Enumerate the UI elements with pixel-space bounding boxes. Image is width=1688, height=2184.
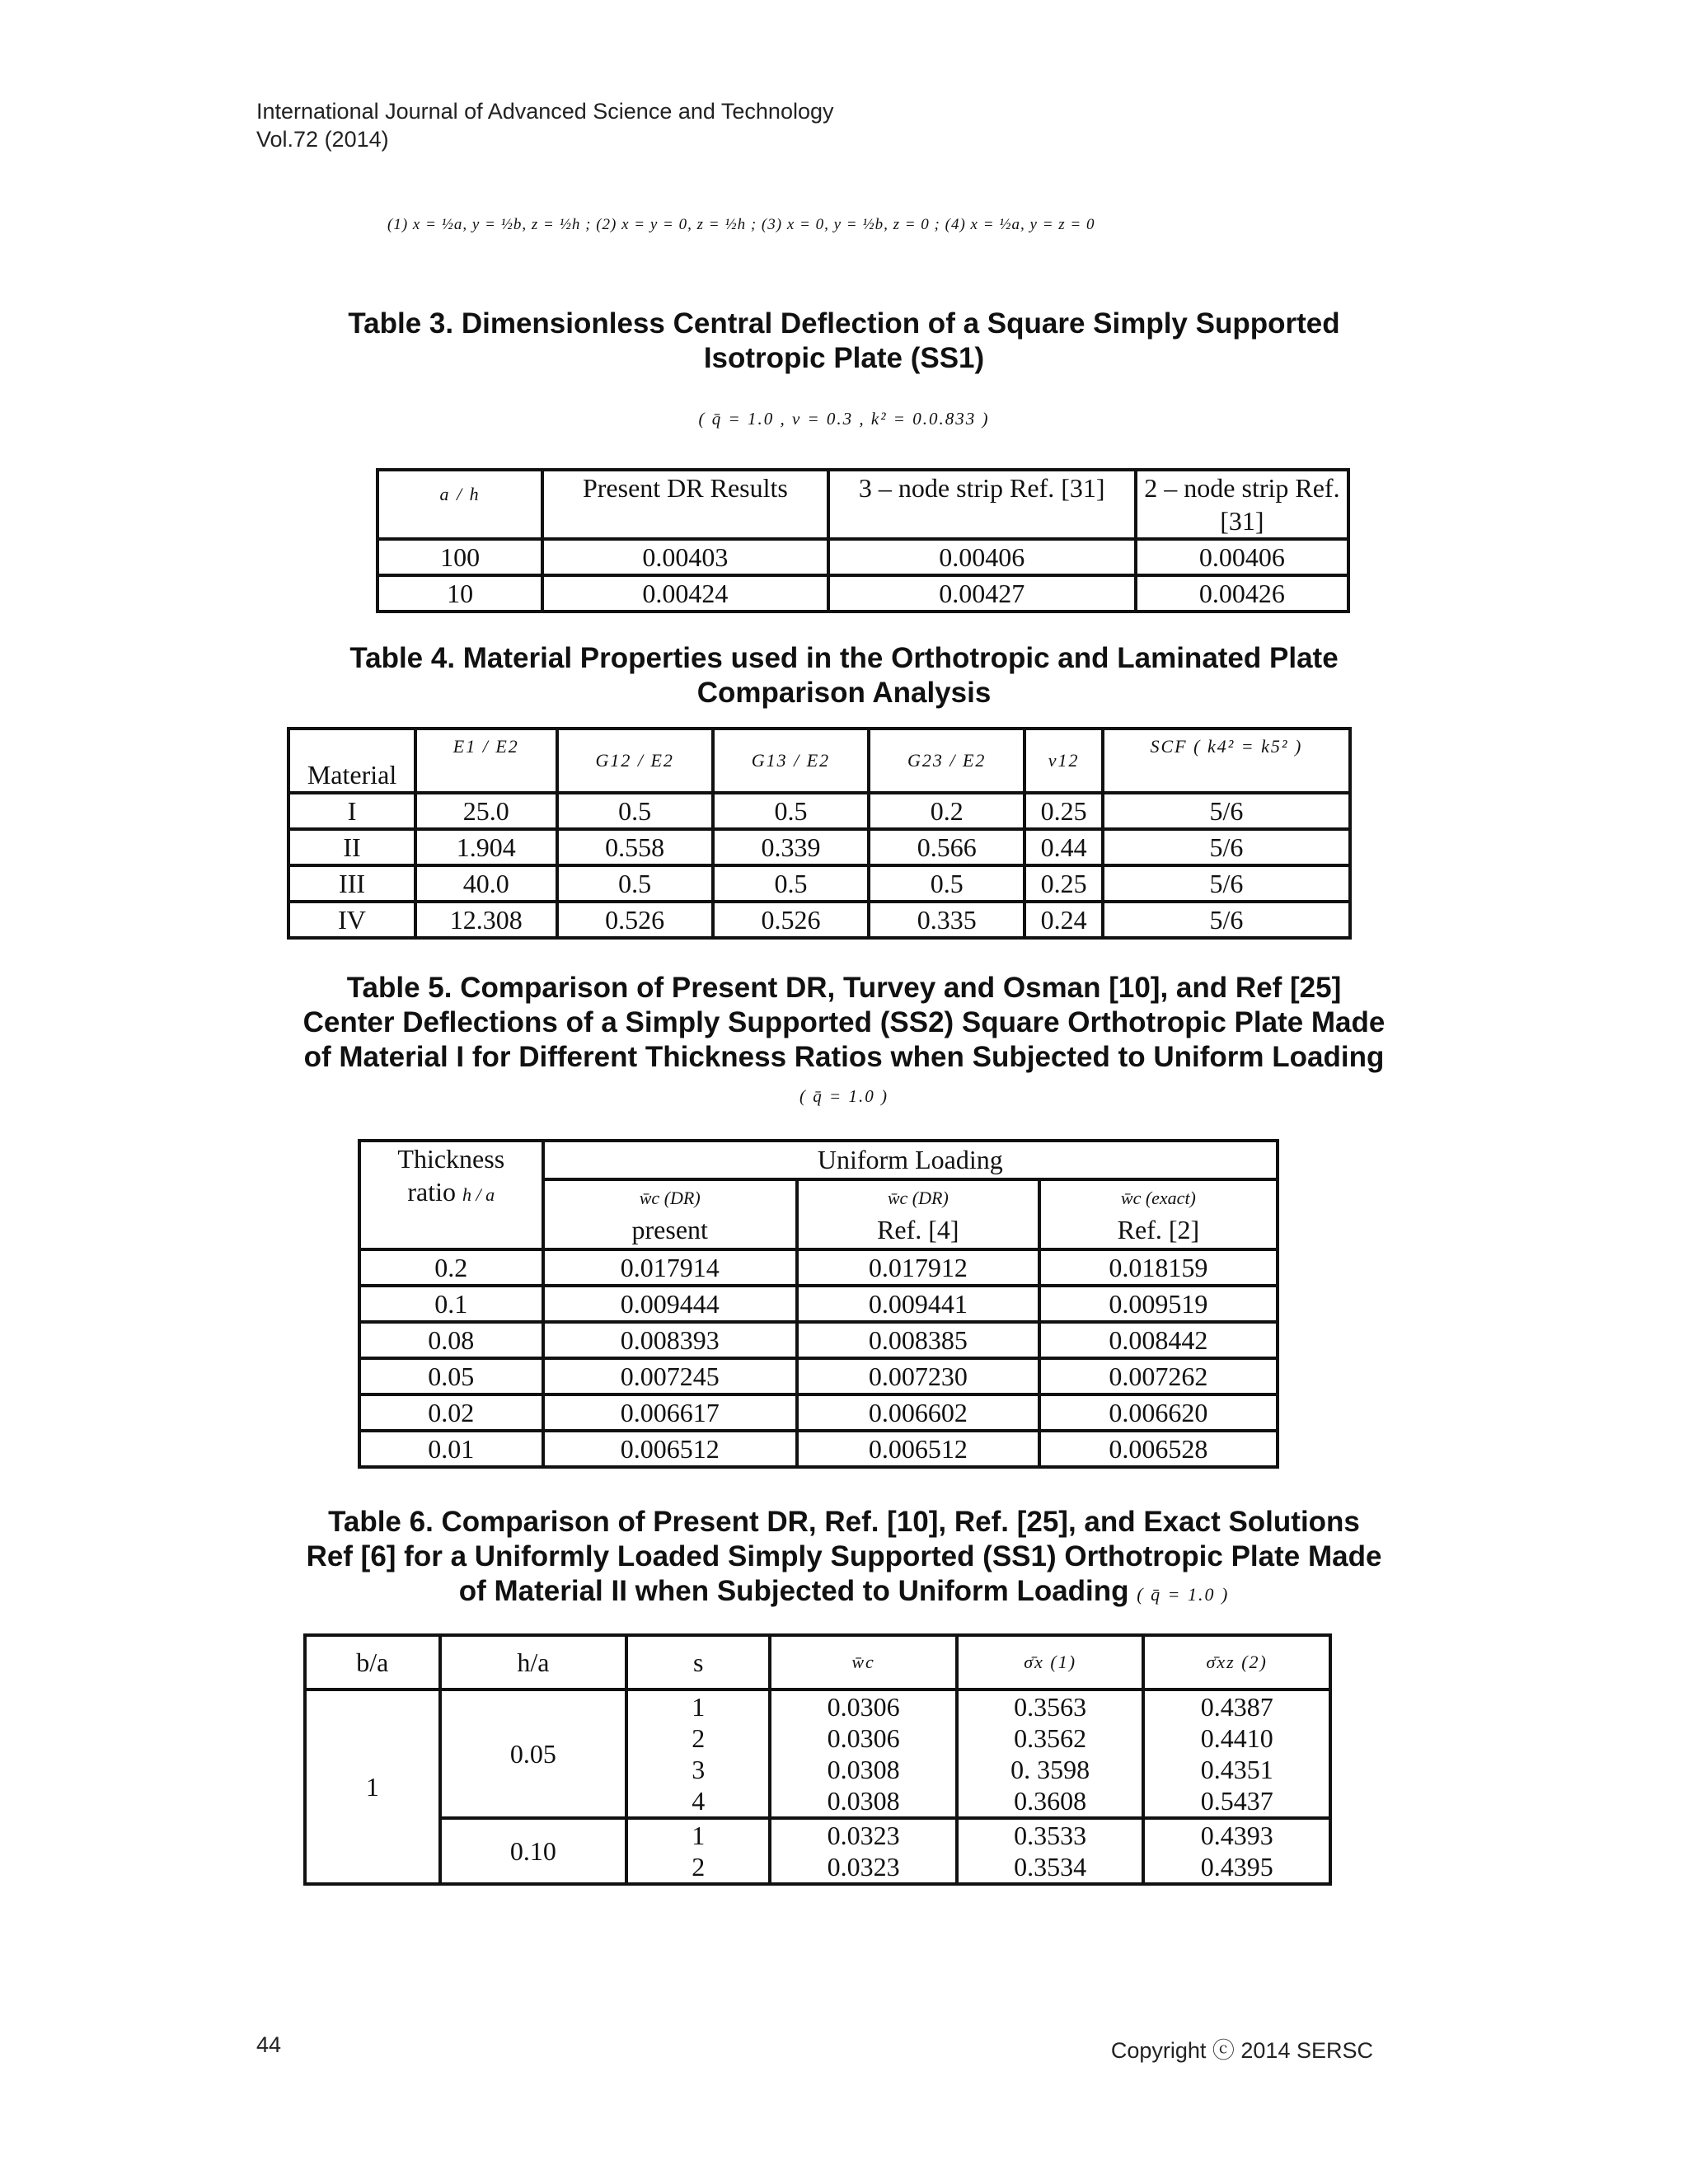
table-cell: 0.05 bbox=[359, 1358, 543, 1394]
table-cell-sxz bbox=[1143, 1690, 1330, 1818]
table-cell-s bbox=[626, 1690, 770, 1818]
table6-header-s: s bbox=[626, 1635, 770, 1690]
table-value: 0.0323 bbox=[827, 1852, 900, 1882]
table-cell: II bbox=[288, 829, 415, 865]
table4-header-material: Material bbox=[288, 729, 415, 793]
table-cell: 0.009519 bbox=[1039, 1286, 1278, 1322]
table-cell: 0.009444 bbox=[543, 1286, 797, 1322]
table-cell: 0.2 bbox=[869, 793, 1025, 829]
spacer bbox=[366, 1212, 537, 1248]
table5-label-ref4: Ref. [4] bbox=[877, 1215, 959, 1245]
table-cell: 10 bbox=[377, 575, 542, 612]
table-cell: 0.526 bbox=[557, 902, 713, 938]
table-cell: 0.017914 bbox=[543, 1249, 797, 1286]
table-cell: 0.1 bbox=[359, 1286, 543, 1322]
journal-title: International Journal of Advanced Science and Technology bbox=[256, 99, 834, 124]
table6 bbox=[303, 1633, 1332, 1886]
table5-header-thickness bbox=[359, 1141, 543, 1249]
table-value: 0.3562 bbox=[1014, 1723, 1087, 1753]
table5-header-present bbox=[543, 1179, 797, 1249]
table4-header-g23e2: G23 / E2 bbox=[869, 729, 1025, 793]
table5-header-ratio: ratio bbox=[407, 1177, 457, 1207]
table4-header-nu12: ν12 bbox=[1025, 729, 1103, 793]
table-cell-ha: 0.05 bbox=[440, 1690, 627, 1818]
table-value: 0.0308 bbox=[827, 1786, 900, 1816]
table6-header-sigma-x: σ̄x (1) bbox=[957, 1635, 1144, 1690]
table-row bbox=[288, 902, 1350, 938]
table-value: 0.4387 bbox=[1200, 1692, 1273, 1722]
table-cell-wc bbox=[770, 1818, 957, 1884]
table-cell: I bbox=[288, 793, 415, 829]
table5 bbox=[358, 1139, 1279, 1469]
table6-caption-line1: Table 6. Comparison of Present DR, Ref. [10], Ref. [25], and Exact Solutions bbox=[328, 1506, 1360, 1538]
table-cell: 0.006512 bbox=[543, 1431, 797, 1467]
table-cell: 0.009441 bbox=[797, 1286, 1039, 1322]
table5-label-ref2: Ref. [2] bbox=[1117, 1215, 1200, 1245]
table-cell: 0.017912 bbox=[797, 1249, 1039, 1286]
table6-header-sigma-xz: σ̄xz (2) bbox=[1143, 1635, 1330, 1690]
table-value: 0.5437 bbox=[1200, 1786, 1273, 1816]
boundary-coordinates-equation: (1) x = ½a, y = ½b, z = ½h ; (2) x = y = 0, z = ½h ; (3) x = 0, y = ½b, z = 0 ; (4) x = ½a, y = z = 0 bbox=[387, 216, 1095, 233]
table-cell-ha: 0.10 bbox=[440, 1818, 627, 1884]
table3-header-2node: 2 – node strip Ref. [31] bbox=[1136, 470, 1348, 539]
table-cell: 0.00426 bbox=[1136, 575, 1348, 612]
table-cell: 0.007262 bbox=[1039, 1358, 1278, 1394]
table-value: 0.4393 bbox=[1200, 1821, 1273, 1850]
table-value: 1 bbox=[692, 1821, 706, 1850]
table-cell: 0.00403 bbox=[542, 539, 828, 575]
table3-header-ah: a / h bbox=[377, 470, 542, 539]
table5-header-thickness-line2 bbox=[366, 1175, 537, 1212]
table3-caption-line2: Isotropic Plate (SS1) bbox=[703, 342, 985, 374]
table5-sym-present: w̄c (DR) bbox=[639, 1188, 701, 1209]
table-cell: 25.0 bbox=[415, 793, 557, 829]
table-cell: 0.558 bbox=[557, 829, 713, 865]
table3-header-3node: 3 – node strip Ref. [31] bbox=[828, 470, 1136, 539]
table-row bbox=[359, 1286, 1278, 1322]
table-row bbox=[377, 575, 1348, 612]
table-cell: 5/6 bbox=[1103, 793, 1350, 829]
table-value: 0.3533 bbox=[1014, 1821, 1087, 1850]
table-cell-sx bbox=[957, 1690, 1144, 1818]
table5-header-uniform-loading: Uniform Loading bbox=[543, 1141, 1278, 1179]
table3-header-present: Present DR Results bbox=[542, 470, 828, 539]
table-row bbox=[305, 1690, 1330, 1818]
table-row bbox=[359, 1431, 1278, 1467]
journal-volume: Vol.72 (2014) bbox=[256, 127, 389, 152]
table6-header-ha: h/a bbox=[440, 1635, 627, 1690]
table3-caption-line1: Table 3. Dimensionless Central Deflection of a Square Simply Supported bbox=[348, 307, 1340, 340]
table-cell: 5/6 bbox=[1103, 902, 1350, 938]
table-cell: 0.339 bbox=[713, 829, 869, 865]
table6-caption-line3: of Material II when Subjected to Uniform Loading bbox=[458, 1575, 1129, 1607]
table5-header-thickness-line1: Thickness bbox=[397, 1144, 505, 1174]
table-cell-sxz bbox=[1143, 1818, 1330, 1884]
table-header-row bbox=[305, 1635, 1330, 1690]
table-cell: 5/6 bbox=[1103, 829, 1350, 865]
table-cell: 0.00406 bbox=[828, 539, 1136, 575]
table-cell: 0.566 bbox=[869, 829, 1025, 865]
table-header-row bbox=[359, 1141, 1278, 1179]
table-value: 0. 3598 bbox=[1010, 1755, 1090, 1784]
table-row bbox=[359, 1249, 1278, 1286]
table-row bbox=[305, 1818, 1330, 1884]
table-row bbox=[288, 829, 1350, 865]
copyright: Copyright ⓒ 2014 SERSC bbox=[1110, 2038, 1373, 2063]
table-value: 3 bbox=[692, 1755, 706, 1784]
table5-header-ref2 bbox=[1039, 1179, 1278, 1249]
table-cell: 40.0 bbox=[415, 865, 557, 902]
table-cell: 0.5 bbox=[713, 865, 869, 902]
table6-header-ba: b/a bbox=[305, 1635, 440, 1690]
table-row bbox=[359, 1322, 1278, 1358]
table6-caption-line2: Ref [6] for a Uniformly Loaded Simply Supported (SS1) Orthotropic Plate Made bbox=[306, 1540, 1382, 1572]
table-value: 0.0306 bbox=[827, 1723, 900, 1753]
table-cell: III bbox=[288, 865, 415, 902]
table-value: 0.4395 bbox=[1200, 1852, 1273, 1882]
table-cell: 0.006512 bbox=[797, 1431, 1039, 1467]
table-cell: 0.44 bbox=[1025, 829, 1103, 865]
table-cell: 0.00427 bbox=[828, 575, 1136, 612]
table-cell: 0.335 bbox=[869, 902, 1025, 938]
table6-caption-line3-wrap bbox=[247, 1574, 1441, 1612]
table5-label-present: present bbox=[631, 1215, 708, 1245]
table6-caption-params: ( q̄ = 1.0 ) bbox=[1137, 1584, 1230, 1605]
table-value: 0.3534 bbox=[1014, 1852, 1087, 1882]
table-cell: 0.008442 bbox=[1039, 1322, 1278, 1358]
table4-caption-line2: Comparison Analysis bbox=[696, 677, 992, 709]
table4-header-scf: SCF ( k4² = k5² ) bbox=[1103, 729, 1350, 793]
table-cell: 0.006620 bbox=[1039, 1394, 1278, 1431]
table-cell: 0.25 bbox=[1025, 793, 1103, 829]
table-row bbox=[288, 865, 1350, 902]
table-cell: 0.008385 bbox=[797, 1322, 1039, 1358]
table4-header-g12e2: G12 / E2 bbox=[557, 729, 713, 793]
table5-caption-line3: of Material I for Different Thickness Ratios when Subjected to Uniform Loading bbox=[303, 1041, 1385, 1073]
table-cell: 0.5 bbox=[869, 865, 1025, 902]
table-cell: 0.08 bbox=[359, 1322, 543, 1358]
table-cell: 100 bbox=[377, 539, 542, 575]
table5-sym-ref4: w̄c (DR) bbox=[887, 1188, 949, 1209]
table5-header-ref4 bbox=[797, 1179, 1039, 1249]
table3 bbox=[376, 468, 1350, 613]
table-cell: 0.02 bbox=[359, 1394, 543, 1431]
table-cell-ba: 1 bbox=[305, 1690, 440, 1884]
table-row bbox=[359, 1394, 1278, 1431]
table-value: 0.4351 bbox=[1200, 1755, 1273, 1784]
table-cell: 0.24 bbox=[1025, 902, 1103, 938]
table-cell: 0.00406 bbox=[1136, 539, 1348, 575]
table5-header-ha: h / a bbox=[462, 1184, 495, 1205]
table3-parameters: ( q̄ = 1.0 , ν = 0.3 , k² = 0.0.833 ) bbox=[698, 409, 990, 429]
table5-caption-line2: Center Deflections of a Simply Supported (SS2) Square Orthotropic Plate Made bbox=[302, 1006, 1386, 1038]
table-cell: 0.5 bbox=[557, 793, 713, 829]
table-row bbox=[359, 1358, 1278, 1394]
table-cell: 0.25 bbox=[1025, 865, 1103, 902]
table-cell: 0.007230 bbox=[797, 1358, 1039, 1394]
table-value: 1 bbox=[692, 1692, 706, 1722]
table4-header-g13e2: G13 / E2 bbox=[713, 729, 869, 793]
table-row bbox=[288, 793, 1350, 829]
table5-sym-ref2: w̄c (exact) bbox=[1120, 1188, 1196, 1209]
table-cell: 12.308 bbox=[415, 902, 557, 938]
table-cell: 0.006617 bbox=[543, 1394, 797, 1431]
table-value: 0.4410 bbox=[1200, 1723, 1273, 1753]
table-header-row bbox=[288, 729, 1350, 793]
table5-caption-line1: Table 5. Comparison of Present DR, Turvey and Osman [10], and Ref [25] bbox=[346, 972, 1342, 1004]
table-cell-wc bbox=[770, 1690, 957, 1818]
table-cell: 0.2 bbox=[359, 1249, 543, 1286]
table4-caption-line1: Table 4. Material Properties used in the Orthotropic and Laminated Plate bbox=[349, 642, 1339, 674]
table-cell: 0.006602 bbox=[797, 1394, 1039, 1431]
table5-parameters: ( q̄ = 1.0 ) bbox=[799, 1086, 889, 1106]
table-cell: 0.5 bbox=[557, 865, 713, 902]
table6-header-wc: w̄c bbox=[770, 1635, 957, 1690]
table-cell: 0.006528 bbox=[1039, 1431, 1278, 1467]
table4 bbox=[287, 727, 1352, 940]
table-value: 4 bbox=[692, 1786, 706, 1816]
table-value: 0.0323 bbox=[827, 1821, 900, 1850]
table-value: 0.0306 bbox=[827, 1692, 900, 1722]
table-cell: 0.008393 bbox=[543, 1322, 797, 1358]
table-value: 0.0308 bbox=[827, 1755, 900, 1784]
table-value: 0.3563 bbox=[1014, 1692, 1087, 1722]
table-cell-s bbox=[626, 1818, 770, 1884]
table-row bbox=[377, 539, 1348, 575]
table4-header-e1e2: E1 / E2 bbox=[415, 729, 557, 793]
table-header-row bbox=[377, 470, 1348, 539]
table-cell: 5/6 bbox=[1103, 865, 1350, 902]
table-value: 2 bbox=[692, 1852, 706, 1882]
table-cell: 0.007245 bbox=[543, 1358, 797, 1394]
page-number: 44 bbox=[256, 2032, 282, 2057]
table-value: 0.3608 bbox=[1014, 1786, 1087, 1816]
table-cell: IV bbox=[288, 902, 415, 938]
table-value: 2 bbox=[692, 1723, 706, 1753]
table-cell-sx bbox=[957, 1818, 1144, 1884]
table-cell: 0.00424 bbox=[542, 575, 828, 612]
table-cell: 0.526 bbox=[713, 902, 869, 938]
table-cell: 0.5 bbox=[713, 793, 869, 829]
table-cell: 0.01 bbox=[359, 1431, 543, 1467]
table-cell: 0.018159 bbox=[1039, 1249, 1278, 1286]
table-cell: 1.904 bbox=[415, 829, 557, 865]
